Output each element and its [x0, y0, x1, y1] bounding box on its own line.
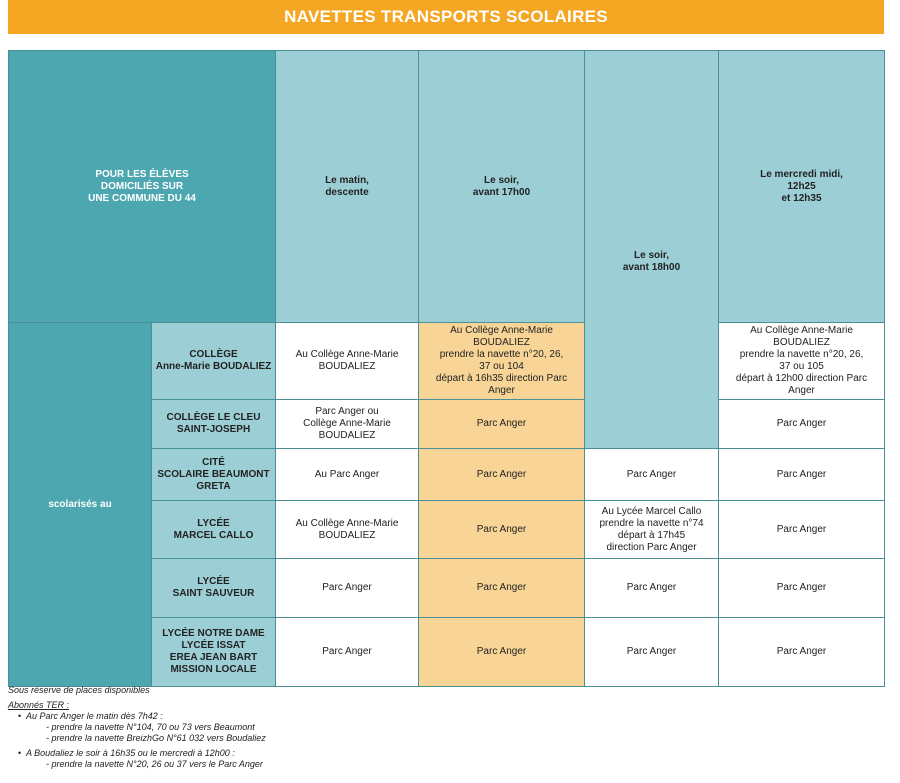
row-group-label [9, 323, 152, 687]
school-line: SCOLAIRE BEAUMONT [157, 468, 270, 480]
ter-item-text: Au Parc Anger le matin dès 7h42 : [26, 711, 163, 721]
school-line: CITÉ [202, 456, 225, 468]
cell-mercredi [719, 501, 885, 559]
school-name [152, 400, 276, 449]
cell-line: Parc Anger [476, 418, 527, 429]
cell-line: Parc Anger [776, 468, 827, 480]
cell-line: Au Collège Anne-Marie [295, 517, 399, 529]
cell-line: prendre la navette n°74 [599, 517, 704, 529]
cell-line: Parc Anger [322, 646, 372, 657]
school-name [152, 618, 276, 687]
cell-line: départ à 16h35 direction Parc Anger [435, 373, 568, 396]
header-line: Le mercredi midi, [760, 168, 843, 180]
ter-title: Abonnés TER : [8, 700, 70, 710]
cell-line: 37 ou 105 [779, 361, 824, 372]
school-line: EREA JEAN BART [169, 652, 258, 663]
bullet-icon: • [18, 748, 22, 758]
cell-matin [276, 400, 419, 449]
header-main-line: DOMICILIÉS SUR [100, 180, 184, 192]
header-main-line: POUR LES ÉLÈVES [95, 168, 189, 180]
header-line: 12h25 [787, 180, 816, 192]
school-name [152, 559, 276, 618]
cell-line: Parc Anger [776, 582, 827, 593]
cell-line: Parc Anger [322, 582, 372, 593]
cell-line: Parc Anger [626, 646, 677, 657]
header-line: Le soir, [634, 249, 670, 261]
header-line: avant 18h00 [622, 261, 681, 273]
schedule-table [8, 50, 885, 687]
cell-line: BOUDALIEZ [773, 337, 830, 348]
cell-line: Au Collège Anne-Marie [295, 349, 399, 360]
cell-line: départ à 12h00 direction Parc Anger [735, 373, 868, 396]
header-mercredi [719, 51, 885, 323]
ter-item [18, 711, 888, 744]
cell-soir-18h [585, 449, 719, 501]
cell-soir-18h [585, 559, 719, 618]
cell-line: Parc Anger [776, 523, 827, 535]
cell-mercredi [719, 400, 885, 449]
cell-soir-18h [585, 501, 719, 559]
cell-mercredi [719, 323, 885, 400]
cell-matin [276, 323, 419, 400]
cell-soir-18h [585, 618, 719, 687]
header-line: Le matin, [325, 174, 369, 186]
ter-item-text: A Boudaliez le soir à 16h35 ou le mercredi à 12h00 : [26, 748, 235, 758]
cell-line: Parc Anger [476, 468, 527, 480]
school-name [152, 323, 276, 400]
cell-line: 37 ou 104 [479, 361, 524, 372]
cell-line: Au Lycée Marcel Callo [601, 505, 702, 517]
cell-matin [276, 618, 419, 687]
header-line: et 12h35 [781, 192, 822, 204]
cell-line: Parc Anger [626, 468, 677, 480]
school-line: SAINT-JOSEPH [176, 424, 251, 435]
cell-line: Parc Anger [476, 582, 527, 593]
cell-line: Parc Anger [626, 582, 677, 593]
cell-line: prendre la navette n°20, 26, [739, 349, 864, 360]
header-matin [276, 51, 419, 323]
cell-soir-17h [419, 559, 585, 618]
school-line: Anne-Marie BOUDALIEZ [155, 361, 272, 372]
cell-line: BOUDALIEZ [318, 430, 376, 441]
cell-matin [276, 559, 419, 618]
school-line: LYCÉE NOTRE DAME [162, 628, 265, 639]
ter-subitem: - prendre la navette N°104, 70 ou 73 vers Beaumont [46, 722, 255, 732]
cell-line: Parc Anger [776, 418, 827, 429]
cell-matin [276, 449, 419, 501]
header-soir-18h [585, 51, 719, 449]
cell-line: Au Collège Anne-Marie [750, 325, 853, 336]
row-group-text: scolarisés au [48, 498, 112, 510]
cell-line: Parc Anger [776, 646, 827, 657]
cell-line: BOUDALIEZ [318, 361, 376, 372]
cell-matin [276, 501, 419, 559]
cell-mercredi [719, 449, 885, 501]
cell-soir-17h [419, 400, 585, 449]
cell-line: BOUDALIEZ [473, 337, 530, 348]
school-line: LYCÉE ISSAT [181, 640, 246, 651]
school-line: GRETA [196, 480, 231, 492]
header-line: descente [325, 186, 369, 198]
cell-soir-17h [419, 323, 585, 400]
header-main-line: UNE COMMUNE DU 44 [88, 192, 196, 204]
banner-title: NAVETTES TRANSPORTS SCOLAIRES [284, 7, 608, 26]
school-line: LYCÉE [197, 576, 230, 587]
cell-line: départ à 17h45 [617, 529, 686, 541]
ter-list [8, 711, 888, 770]
cell-line: Parc Anger [476, 523, 527, 535]
school-line: SAINT SAUVEUR [172, 588, 255, 599]
school-line: MISSION LOCALE [170, 664, 257, 675]
school-name [152, 449, 276, 501]
cell-soir-17h [419, 449, 585, 501]
header-main [9, 51, 276, 323]
cell-line: Au Collège Anne-Marie [450, 325, 553, 336]
reserve-note: Sous réserve de places disponibles [8, 685, 150, 695]
cell-mercredi [719, 559, 885, 618]
page-banner [8, 0, 884, 34]
ter-item [18, 748, 888, 770]
cell-line: prendre la navette n°20, 26, [439, 349, 564, 360]
cell-line: Parc Anger ou [315, 406, 379, 417]
cell-line: direction Parc Anger [606, 541, 697, 553]
school-line: LYCÉE [197, 517, 230, 529]
cell-line: Au Parc Anger [314, 468, 380, 480]
header-line: avant 17h00 [472, 186, 531, 198]
cell-soir-17h [419, 501, 585, 559]
school-line: COLLÈGE LE CLEU [166, 412, 261, 423]
ter-subitem: - prendre la navette BreizhGo N°61 032 vers Boudaliez [46, 733, 266, 743]
bullet-icon: • [18, 711, 22, 721]
cell-line: Parc Anger [476, 646, 527, 657]
cell-line: Collège Anne-Marie [303, 418, 391, 429]
school-name [152, 501, 276, 559]
cell-soir-17h [419, 618, 585, 687]
ter-subitem: - prendre la navette N°20, 26 ou 37 vers le Parc Anger [46, 759, 263, 769]
footnotes [8, 685, 888, 770]
header-line: Le soir, [484, 174, 520, 186]
cell-mercredi [719, 618, 885, 687]
school-line: COLLÈGE [189, 349, 238, 360]
header-soir-17h [419, 51, 585, 323]
school-line: MARCEL CALLO [173, 529, 254, 541]
cell-line: BOUDALIEZ [318, 529, 376, 541]
